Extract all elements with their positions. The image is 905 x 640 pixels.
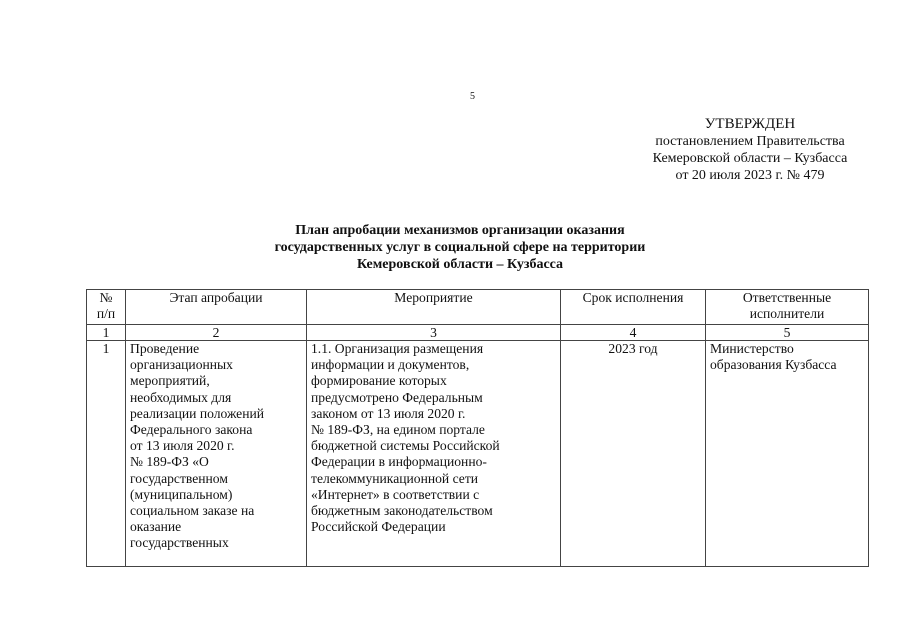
header-deadline: Срок исполнения [561,290,706,325]
approval-stamp: УТВЕРЖДЕН [704,116,796,132]
header-responsible: Ответственные исполнители [706,290,869,325]
column-index-row [87,325,869,341]
row-deadline: 2023 год [561,341,706,567]
row-event: 1.1. Организация размещения информации и документов, формирование которых предусмотрено Федеральным законом от 13 июля 2020 г. № 189-ФЗ, на едином портале бюджетной системы Российской Федерации в информационно- телекоммуникационной сети «Интернет» в соответствии с бюджетным законодательством Российской Федерации [307,341,561,567]
approval-date: от 20 июля 2023 г. № 479 [675,168,825,183]
column-index: 5 [706,325,869,341]
approval-block [630,116,870,184]
table-row [87,341,869,567]
plan-table [86,289,869,567]
row-num: 1 [87,341,126,567]
header-stage: Этап апробации [126,290,307,325]
table-header-row [87,290,869,325]
column-index: 1 [87,325,126,341]
header-num: № п/п [87,290,126,325]
title-line: Кемеровской области – Кузбасса [356,257,564,272]
header-event: Мероприятие [307,290,561,325]
row-stage: Проведение организационных мероприятий, необходимых для реализации положений Федерального закона от 13 июля 2020 г. № 189-ФЗ «О государственном (муниципальном) социальном заказе на оказание государственных [126,341,307,567]
row-responsible: Министерство образования Кузбасса [706,341,869,567]
column-index: 2 [126,325,307,341]
document-title [200,222,720,273]
title-line: План апробации механизмов организации оказания [295,223,625,238]
approval-line: Кемеровской области – Кузбасса [652,151,848,166]
column-index: 4 [561,325,706,341]
page-number: 5 [470,91,475,102]
column-index: 3 [307,325,561,341]
title-line: государственных услуг в социальной сфере на территории [274,240,646,255]
approval-line: постановлением Правительства [655,134,845,149]
